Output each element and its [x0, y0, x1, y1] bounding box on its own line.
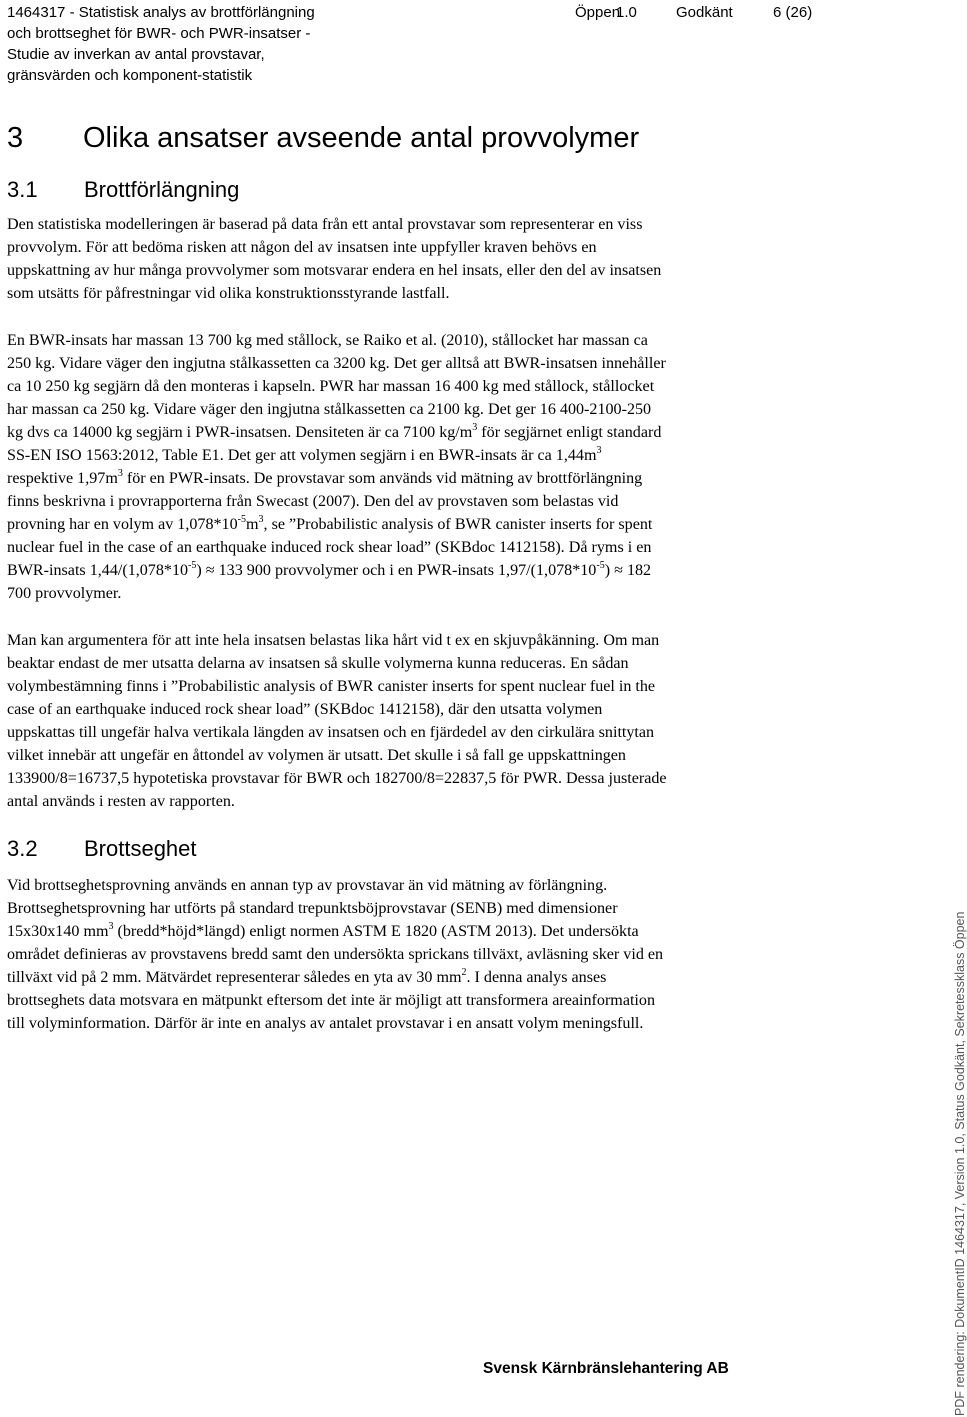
document-title-line: och brottseghet för BWR- och PWR-insatser -	[7, 25, 311, 42]
superscript: -5	[596, 560, 605, 571]
document-title-line: 1464317 - Statistisk analys av brottförlängning	[7, 4, 315, 21]
superscript: 3	[258, 514, 264, 525]
text-line	[7, 467, 837, 490]
text-fragment: tillväxt vid på 2 mm. Mätvärdet representerar således en yta av 30 mm	[7, 969, 462, 986]
text-line: 133900/8=16737,5 hypotetiska provstavar för BWR och 182700/8=22837,5 för PWR. Dessa justerade	[7, 770, 667, 787]
text-fragment: SS-EN ISO 1563:2012, Table E1. Det ger att volymen segjärn i en BWR-insats är ca 1,44m	[7, 447, 597, 464]
paragraph	[7, 874, 837, 1035]
text-line	[7, 421, 837, 444]
header-meta	[575, 2, 812, 23]
text-fragment: provning har en volym av 1,078*10	[7, 516, 238, 533]
text-line: case of an earthquake induced rock shear load” (SKBdoc 1412158), där den utsatta volymen	[7, 701, 603, 718]
text-line	[7, 513, 837, 536]
text-line: uppskattas till ungefär halva vertikala längden av insatsen och en fjärdedel av den cirkulära snittytan	[7, 724, 655, 741]
text-fragment: 15x30x140 mm	[7, 923, 109, 940]
text-line: Den statistiska modelleringen är baserad på data från ett antal provstavar som representerar en viss	[7, 216, 643, 233]
subsection-heading	[7, 176, 239, 204]
text-line: har massan ca 250 kg. Vidare väger den ingjutna stålkassetten ca 2100 kg. Det ger 16 400-2100-250	[7, 401, 652, 418]
text-line: antal används i resten av rapporten.	[7, 793, 235, 810]
subsection-title: Brottseghet	[84, 836, 197, 861]
text-fragment: (bredd*höjd*längd) enligt normen ASTM E 1820 (ASTM 2013). Det undersökta	[113, 923, 639, 940]
text-line: finns beskrivna i provrapporterna från Swecast (2007). Den del av provstaven som belastas vid	[7, 493, 619, 510]
subsection-number: 3.1	[7, 177, 38, 202]
text-line: uppskattning av hur många provvolymer som motsvarar endera en hel insats, eller den del av insatsen	[7, 262, 662, 279]
text-line: 250 kg. Vidare väger den ingjutna stålkassetten ca 3200 kg. Det ger alltså att BWR-insatsen innehåller	[7, 355, 666, 372]
superscript: 2	[461, 967, 467, 978]
text-line: området definieras av provstavens bredd samt den undersökta sprickans tillväxt, avläsning sker vid en	[7, 946, 664, 963]
text-line: brottseghets data motsvara en mätpunkt eftersom det inte är möjligt att transformera areainformation	[7, 992, 656, 1009]
paragraph	[7, 329, 837, 605]
document-title-line: gränsvärden och komponent-statistik	[7, 67, 253, 84]
page-number: 6 (26)	[773, 4, 813, 21]
text-line	[7, 966, 837, 989]
text-line: ca 10 250 kg segjärn då den monteras i kapseln. PWR har massan 16 400 kg med stållock, stållocket	[7, 378, 655, 395]
text-fragment: BWR-insats 1,44/(1,078*10	[7, 562, 189, 579]
paragraph	[7, 213, 837, 305]
text-fragment: respektive 1,97m	[7, 470, 118, 487]
subsection-number: 3.2	[7, 836, 38, 861]
text-line: Vid brottseghetsprovning används en annan typ av provstavar än vid mätning av förlängning.	[7, 877, 608, 894]
subsection-title: Brottförlängning	[84, 177, 240, 202]
approval-label: Godkänt	[676, 4, 733, 21]
text-line: Man kan argumentera för att inte hela insatsen belastas lika hårt vid t ex en skjuvpåkänning. Om man	[7, 632, 660, 649]
superscript: -5	[237, 514, 246, 525]
section-number: 3	[7, 122, 24, 154]
text-fragment: ) ≈ 182	[604, 562, 652, 579]
subsection-heading	[7, 835, 197, 863]
superscript: 3	[596, 445, 602, 456]
side-rendering-note: PDF rendering: DokumentID 1464317, Version 1.0, Status Godkänt, Sekretessklass Öppen	[953, 911, 967, 1416]
superscript: 3	[472, 422, 478, 433]
text-line: som utsätts för påfrestningar vid olika konstruktionsstyrande lastfall.	[7, 285, 450, 302]
superscript: 3	[117, 468, 123, 479]
text-line: vilket innebär att ungefär en åttondel av volymen är utsatt. Det skulle i så fall ge uppskattningen	[7, 747, 626, 764]
section-heading	[7, 120, 639, 156]
version-label: 1.0	[616, 4, 637, 21]
section-title: Olika ansatser avseende antal provvolymer	[83, 122, 640, 154]
status-label: Öppen	[575, 4, 621, 21]
superscript: -5	[188, 560, 197, 571]
footer-company: Svensk Kärnbränslehantering AB	[483, 1360, 729, 1377]
text-line: nuclear fuel in the case of an earthquake induced rock shear load” (SKBdoc 1412158). Då ryms i en	[7, 539, 652, 556]
page-header	[7, 2, 952, 86]
text-line: provvolym. För att bedöma risken att någon del av insatsen inte uppfyller kraven behövs en	[7, 239, 597, 256]
text-line: beaktar endast de mer utsatta delarna av insatsen så skulle volymerna kunna reduceras. En sådan	[7, 655, 629, 672]
text-line: till volyminformation. Därför är inte en analys av antalet provstavar i en ansatt volym meningsfull.	[7, 1015, 644, 1032]
text-line	[7, 920, 837, 943]
paragraph	[7, 629, 837, 813]
text-line: En BWR-insats har massan 13 700 kg med stållock, se Raiko et al. (2010), stållocket har massan ca	[7, 332, 648, 349]
document-title-line: Studie av inverkan av antal provstavar,	[7, 46, 265, 63]
text-fragment: för en PWR-insats. De provstavar som används vid mätning av brottförlängning	[122, 470, 643, 487]
text-fragment: , se ”Probabilistic analysis of BWR canister inserts for spent	[263, 516, 653, 533]
text-fragment: m	[245, 516, 259, 533]
text-fragment: . I denna analys anses	[466, 969, 607, 986]
superscript: 3	[108, 921, 114, 932]
text-line	[7, 444, 837, 467]
text-line	[7, 559, 837, 582]
text-line: 700 provvolymer.	[7, 585, 122, 602]
text-fragment: för segjärnet enligt standard	[477, 424, 662, 441]
text-fragment: ) ≈ 133 900 provvolymer och i en PWR-insats 1,97/(1,078*10	[196, 562, 597, 579]
text-line: volymbestämning finns i ”Probabilistic analysis of BWR canister inserts for spent nuclear fuel in the	[7, 678, 656, 695]
text-line: Brottseghetsprovning har utförts på standard trepunktsböjprovstavar (SENB) med dimensioner	[7, 900, 618, 917]
text-fragment: kg dvs ca 14000 kg segjärn i PWR-insatsen. Densiteten är ca 7100 kg/m	[7, 424, 473, 441]
